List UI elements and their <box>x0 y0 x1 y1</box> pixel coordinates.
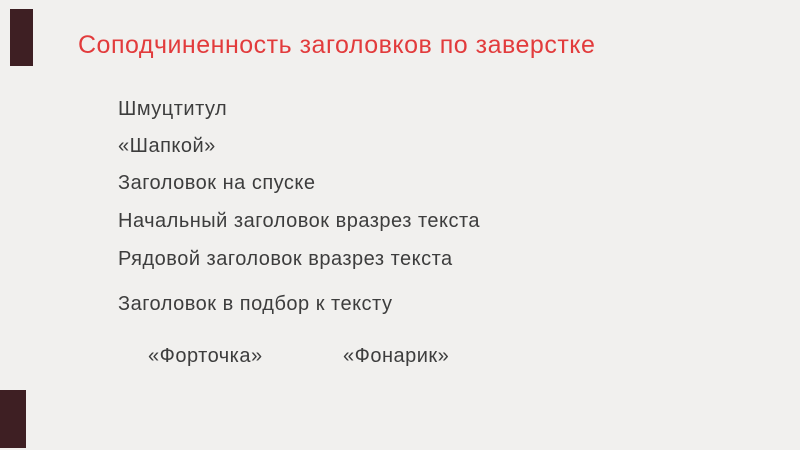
list-item-zagolovok-na-spuske: Заголовок на спуске <box>118 172 316 194</box>
list-item-ryadovoy-zagolovok: Рядовой заголовок вразрез текста <box>118 248 453 270</box>
list-item-zagolovok-v-podbor: Заголовок в подбор к тексту <box>118 293 393 315</box>
slide-title: Соподчиненность заголовков по заверстке <box>78 31 596 59</box>
corner-accent-top-left <box>10 9 33 66</box>
list-item-shmutstitul: Шмуцтитул <box>118 98 228 120</box>
quoted-label-fortochka: «Форточка» <box>148 345 263 367</box>
list-item-shapkoy: «Шапкой» <box>118 135 216 157</box>
corner-accent-bottom-left <box>0 390 26 448</box>
quoted-label-fonarik: «Фонарик» <box>343 345 450 367</box>
list-item-nachalny-zagolovok: Начальный заголовок вразрез текста <box>118 210 481 232</box>
